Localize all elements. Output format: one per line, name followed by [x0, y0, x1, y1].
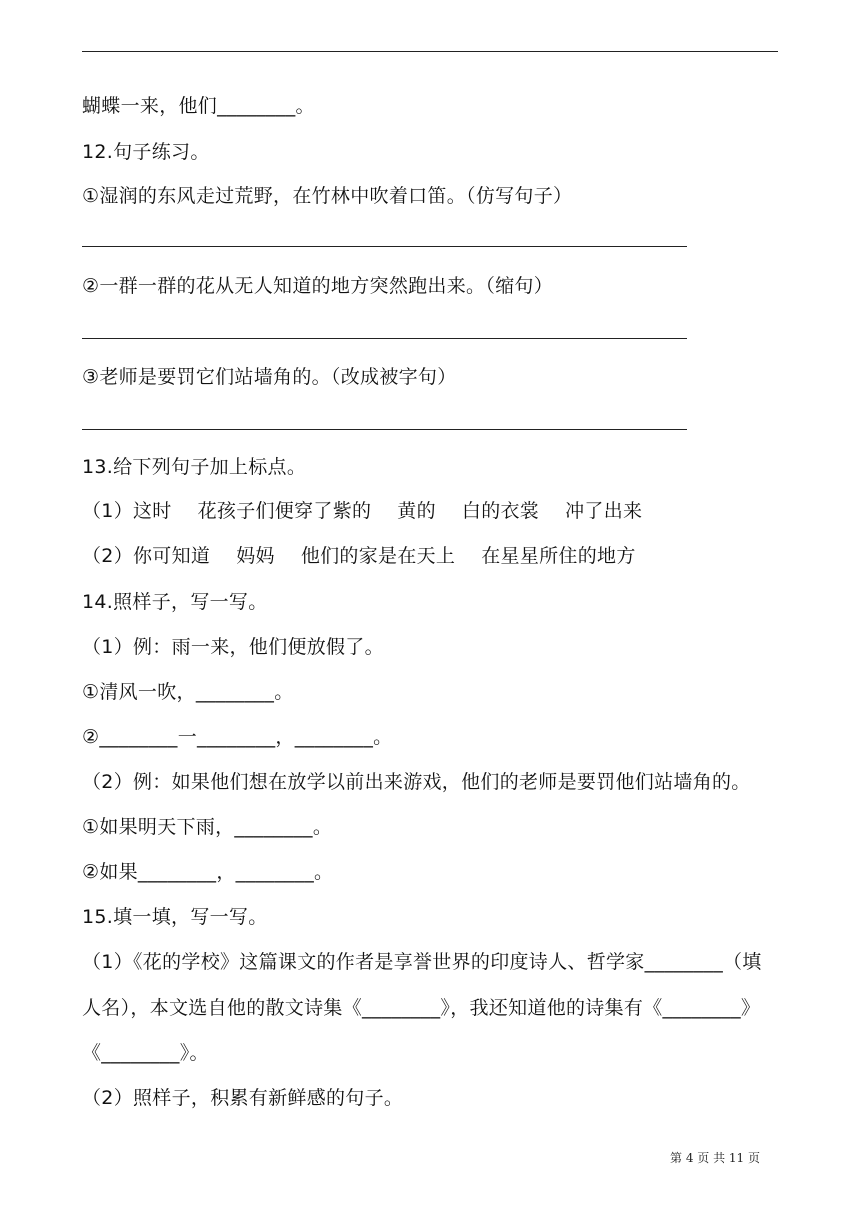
question-14-item-2a: ①如果明天下雨，________。 — [82, 816, 333, 838]
question-14-item-1a: ①清风一吹，________。 — [82, 681, 294, 703]
question-15-item-1-line-3: 《________》。 — [82, 1042, 209, 1064]
answer-line-12-2[interactable] — [82, 338, 687, 339]
question-14-item-1b: ②________一________，________。 — [82, 726, 393, 748]
question-12-item-1: ①湿润的东风走过荒野，在竹林中吹着口笛。（仿写句子） — [82, 185, 573, 207]
answer-line-12-1[interactable] — [82, 246, 687, 247]
question-15-item-1-line-2: 人名），本文选自他的散文诗集《________》，我还知道他的诗集有《________》 — [82, 997, 761, 1019]
header-rule — [82, 51, 778, 52]
page-number: 第 4 页 共 11 页 — [670, 1151, 760, 1165]
question-13-item-2 — [82, 543, 636, 569]
question-12-item-3: ③老师是要罚它们站墙角的。（改成被字句） — [82, 366, 457, 388]
question-15-title: 15.填一填，写一写。 — [82, 906, 268, 928]
question-12-title: 12.句子练习。 — [82, 141, 210, 163]
segment: 妈妈 — [236, 545, 275, 567]
question-14-item-2b: ②如果________，________。 — [82, 861, 334, 883]
segment: （2）你可知道 — [82, 545, 211, 567]
segment: 黄的 — [397, 500, 436, 522]
segment: （1）这时 — [82, 500, 172, 522]
question-14-title: 14.照样子，写一写。 — [82, 591, 268, 613]
question-15-item-1-line-1: （1）《花的学校》这篇课文的作者是享誉世界的印度诗人、哲学家________（填 — [82, 951, 762, 973]
segment: 他们的家是在天上 — [300, 545, 456, 567]
question-13-title: 13.给下列句子加上标点。 — [82, 456, 307, 478]
text-line-continuation: 蝴蝶一来，他们________。 — [82, 95, 315, 117]
answer-line-12-3[interactable] — [82, 429, 687, 430]
question-12-item-2: ②一群一群的花从无人知道的地方突然跑出来。（缩句） — [82, 275, 554, 297]
segment: 白的衣裳 — [461, 500, 540, 522]
question-14-example-1: （1）例：雨一来，他们便放假了。 — [82, 636, 384, 658]
question-14-example-2: （2）例：如果他们想在放学以前出来游戏，他们的老师是要罚他们站墙角的。 — [82, 771, 751, 793]
question-13-item-1 — [82, 498, 642, 524]
segment: 冲了出来 — [565, 500, 643, 522]
segment: 在星星所住的地方 — [481, 545, 636, 567]
segment: 花孩子们便穿了紫的 — [197, 500, 372, 522]
question-15-item-2: （2）照样子，积累有新鲜感的句子。 — [82, 1087, 404, 1109]
